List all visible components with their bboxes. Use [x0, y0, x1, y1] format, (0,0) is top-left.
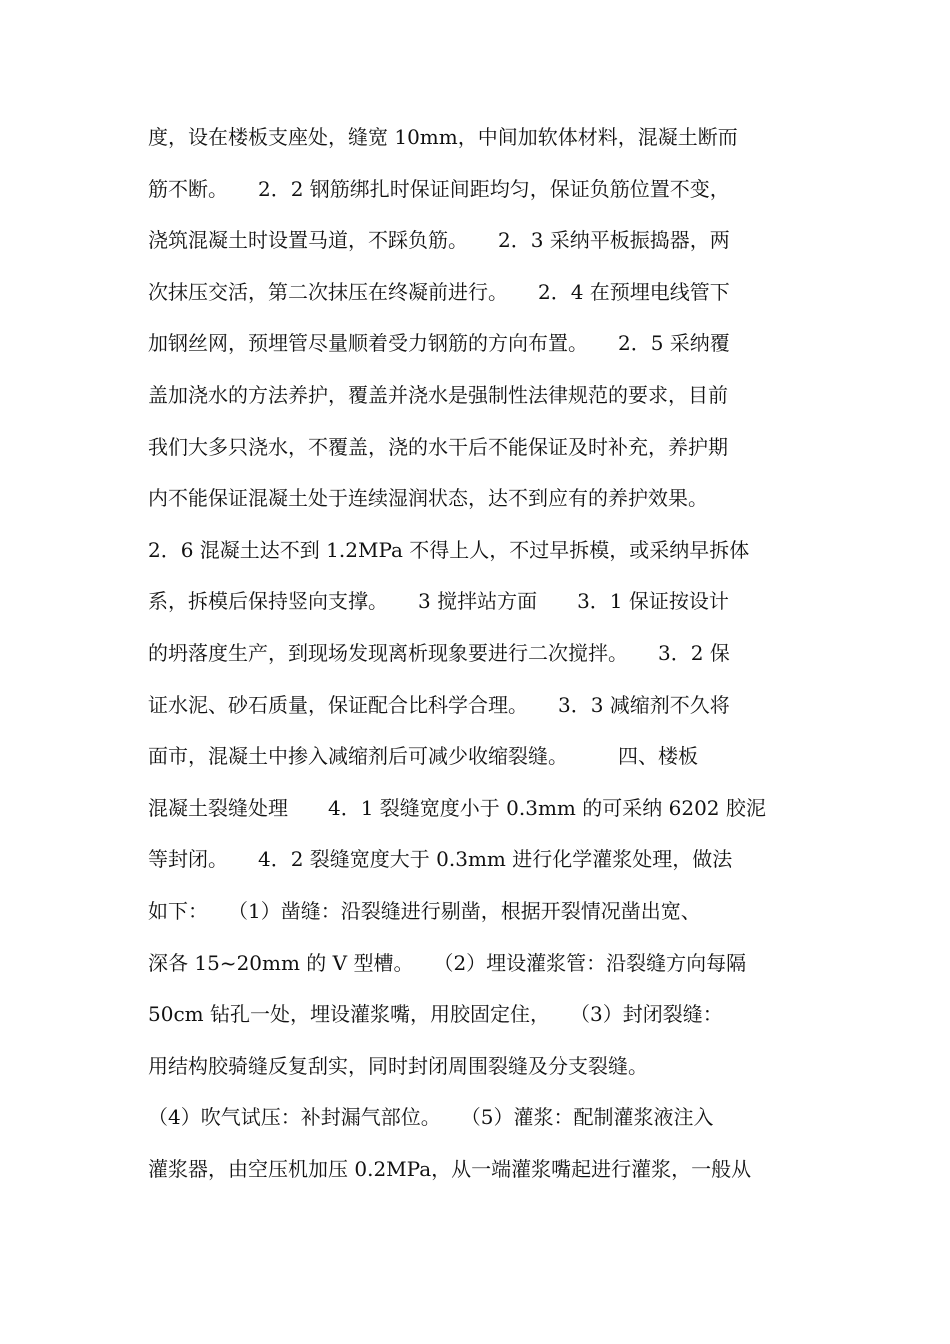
text-line-12: 证水泥、砂石质量，保证配合比科学合理。 3．3 减缩剂不久将 — [148, 692, 730, 717]
text-line-7: 我们大多只浇水，不覆盖，浇的水干后不能保证及时补充，养护期 — [148, 434, 728, 459]
text-line-16: 如下： （1）凿缝：沿裂缝进行剔凿，根据开裂情况凿出宽、 — [148, 898, 701, 923]
text-line-5: 加钢丝网，预埋管尽量顺着受力钢筋的方向布置。 2．5 采纳覆 — [148, 331, 730, 356]
text-line-6: 盖加浇水的方法养护，覆盖并浇水是强制性法律规范的要求，目前 — [148, 382, 728, 407]
text-line-10: 系，拆模后保持竖向支撑。 3 搅拌站方面 3．1 保证按设计 — [148, 589, 729, 614]
text-line-18: 50cm 钻孔一处，埋设灌浆嘴，用胶固定住， （3）封闭裂缝： — [148, 1002, 723, 1027]
text-line-21: 灌浆器，由空压机加压 0.2MPa，从一端灌浆嘴起进行灌浆，一般从 — [148, 1156, 752, 1181]
text-line-2: 筋不断。 2．2 钢筋绑扎时保证间距均匀，保证负筋位置不变， — [148, 176, 730, 201]
text-line-19: 用结构胶骑缝反复刮实，同时封闭周围裂缝及分支裂缝。 — [148, 1053, 648, 1078]
text-line-14: 混凝土裂缝处理 4．1 裂缝宽度小于 0.3mm 的可采纳 6202 胶泥 — [148, 795, 766, 820]
text-line-1: 度，设在楼板支座处，缝宽 10mm，中间加软体材料，混凝土断而 — [148, 125, 738, 149]
text-line-13: 面市，混凝土中掺入减缩剂后可减少收缩裂缝。 四、楼板 — [148, 744, 698, 769]
text-line-15: 等封闭。 4．2 裂缝宽度大于 0.3mm 进行化学灌浆处理，做法 — [148, 847, 733, 872]
text-line-3: 浇筑混凝土时设置马道，不踩负筋。 2．3 采纳平板振捣器，两 — [148, 228, 730, 253]
text-line-17: 深各 15~20mm 的 V 型槽。 （2）埋设灌浆管：沿裂缝方向每隔 — [148, 950, 747, 975]
text-line-20: （4）吹气试压：补封漏气部位。 （5）灌浆：配制灌浆液注入 — [148, 1105, 714, 1130]
text-line-4: 次抹压交活，第二次抹压在终凝前进行。 2．4 在预埋电线管下 — [148, 279, 730, 304]
text-line-8: 内不能保证混凝土处于连续湿润状态，达不到应有的养护效果。 — [148, 486, 708, 511]
text-line-11: 的坍落度生产，到现场发现离析现象要进行二次搅拌。 3．2 保 — [148, 640, 730, 665]
text-line-9: 2．6 混凝土达不到 1.2MPa 不得上人，不过早拆模，或采纳早拆体 — [148, 537, 750, 562]
body-text — [148, 112, 808, 1195]
